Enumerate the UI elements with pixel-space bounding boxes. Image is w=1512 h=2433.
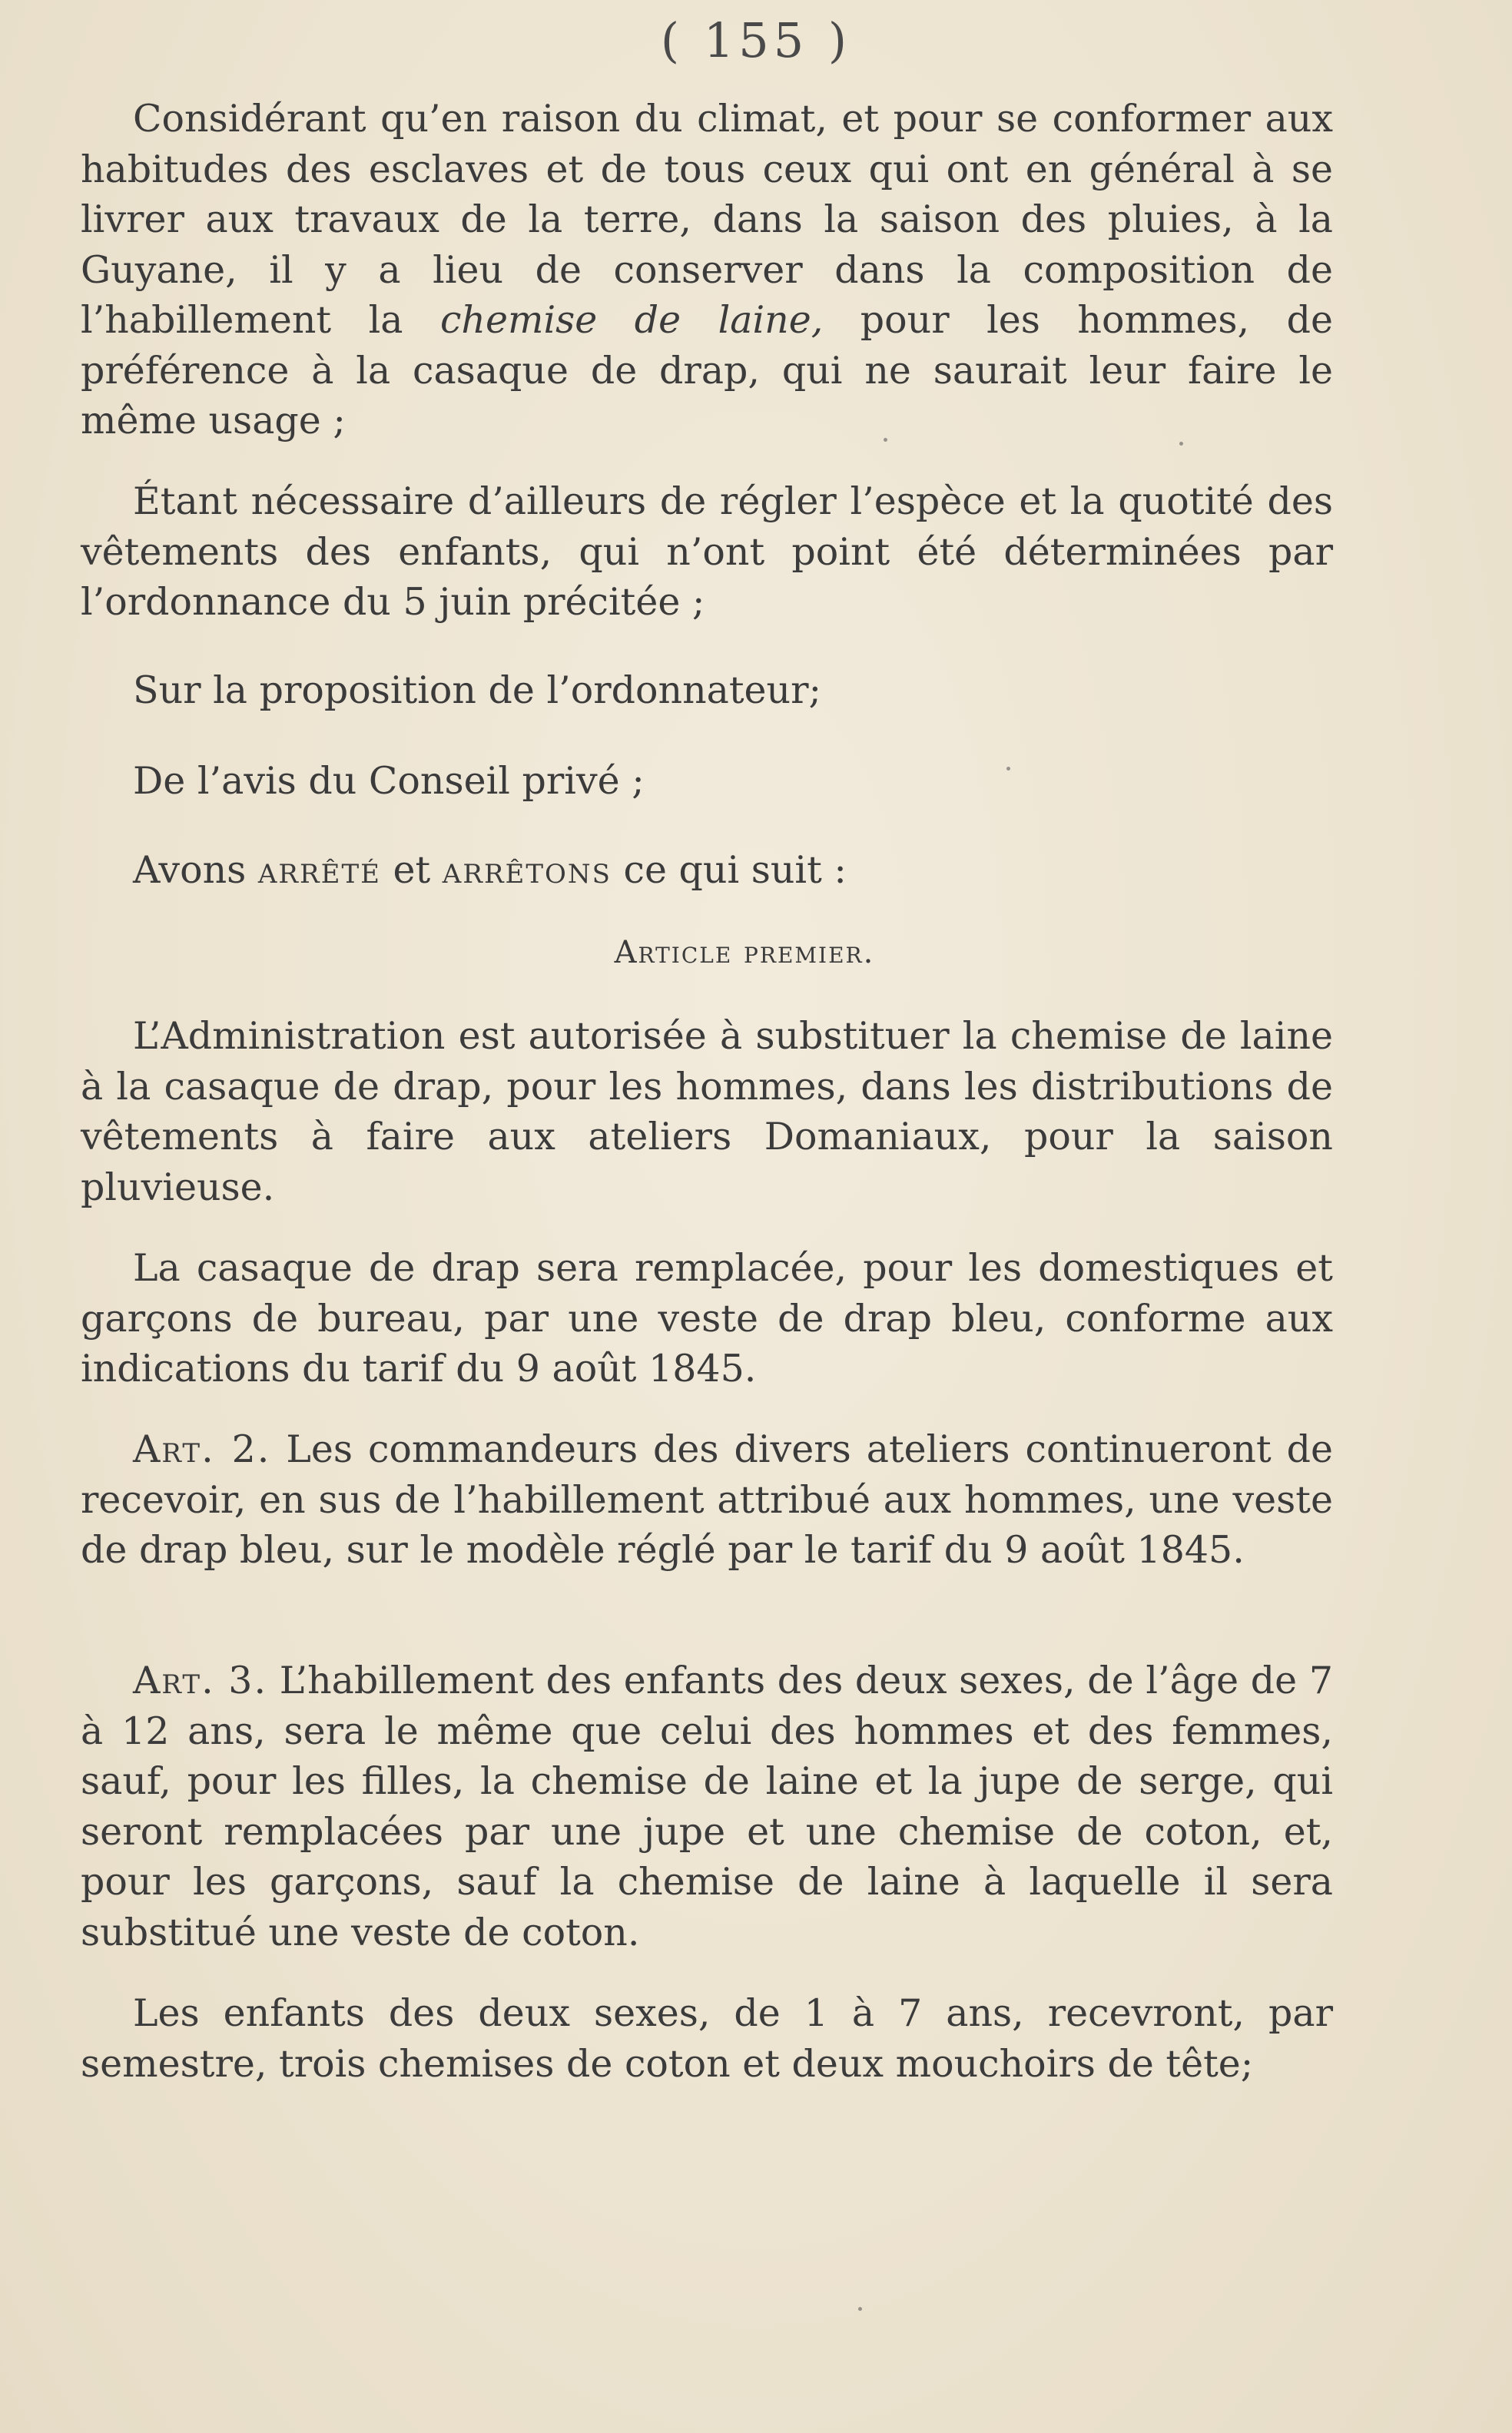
text-block-proposition [81, 665, 1333, 716]
paragraph-avis: De l’avis du Conseil privé ; [133, 759, 645, 803]
smallcaps-word: arrêtons [442, 848, 612, 892]
paragraph-enfants: Les enfants des deux sexes, de 1 à 7 ans, recevront, par semestre, trois chemises de coton et deux mouchoirs de tête; [81, 1991, 1333, 2086]
text-block-casaque [81, 1243, 1333, 1394]
paragraph-text: L’habillement des enfants des deux sexes, de l’âge de 7 à 12 ans, sera le même que celui des hommes et des femmes, sauf, pour les filles, la chemise de laine et la jupe de serge, qui seront remplacées par une jupe et une chemise de coton, et, pour les garçons, sauf la chemise de laine à laquelle il sera substitué une veste de coton. [81, 1659, 1334, 1954]
text-block-article3 [81, 1656, 1333, 1957]
paragraph-text: pour les hommes, de préférence à la casaque de drap, qui ne saurait leur faire le même usage ; [81, 298, 1333, 443]
paragraph-article2 [81, 1424, 1333, 1576]
text-block-avons [81, 845, 1333, 896]
smallcaps-word: arrêté [257, 848, 381, 892]
text-block-etant [81, 476, 1333, 628]
paragraph-proposition: Sur la proposition de l’ordonnateur; [133, 668, 822, 712]
article-label: Art. 2. [133, 1427, 271, 1471]
paragraph-text: Les commandeurs des divers ateliers continueront de recevoir, en sus de l’habillement attribué aux hommes, une veste de drap bleu, sur le modèle réglé par le tarif du 9 août 1845. [81, 1427, 1333, 1572]
page-number: ( 155 ) [660, 12, 852, 68]
paragraph-considerant [81, 94, 1333, 446]
text-block-preamble [81, 94, 1333, 446]
text-block-avis [81, 756, 1333, 807]
text-block-enfants [81, 1988, 1333, 2089]
paragraph-article1: L’Administration est autorisée à substituer la chemise de laine à la casaque de drap, pour les hommes, dans les distributions de vêtements à faire aux ateliers Domaniaux, pour la saison pluvieuse. [81, 1014, 1333, 1209]
scan-speck [884, 438, 887, 442]
scan-speck [1179, 442, 1183, 446]
scan-speck [858, 2307, 862, 2311]
paragraph-avons [81, 845, 1333, 896]
text-block-article1 [81, 1011, 1333, 1212]
article-heading: Article premier. [614, 935, 875, 970]
italic-term: chemise de laine, [439, 298, 824, 342]
paragraph-casaque: La casaque de drap sera remplacée, pour les domestiques et garçons de bureau, par une veste de drap bleu, conforme aux indications du tarif du 9 août 1845. [81, 1246, 1333, 1391]
paragraph-text: et [380, 848, 443, 892]
scan-speck [1006, 767, 1010, 771]
paragraph-text: ce qui suit : [611, 848, 847, 892]
paragraph-text: Avons [133, 848, 258, 892]
paragraph-article3 [81, 1656, 1333, 1957]
paragraph-text: Considérant qu’en raison du climat, et pour se conformer aux habitudes des esclaves et de tous ceux qui ont en général à se livrer aux travaux de la terre, dans la saison des pluies, à la Guyane, il y a lieu de conserver dans la composition de l’habillement la [81, 97, 1333, 342]
text-block-article2 [81, 1424, 1333, 1576]
article-label: Art. 3. [133, 1659, 268, 1702]
paragraph-etant: Étant nécessaire d’ailleurs de régler l’espèce et la quotité des vêtements des enfants, qui n’ont point été déterminées par l’ordonnance du 5 juin précitée ; [81, 479, 1333, 624]
